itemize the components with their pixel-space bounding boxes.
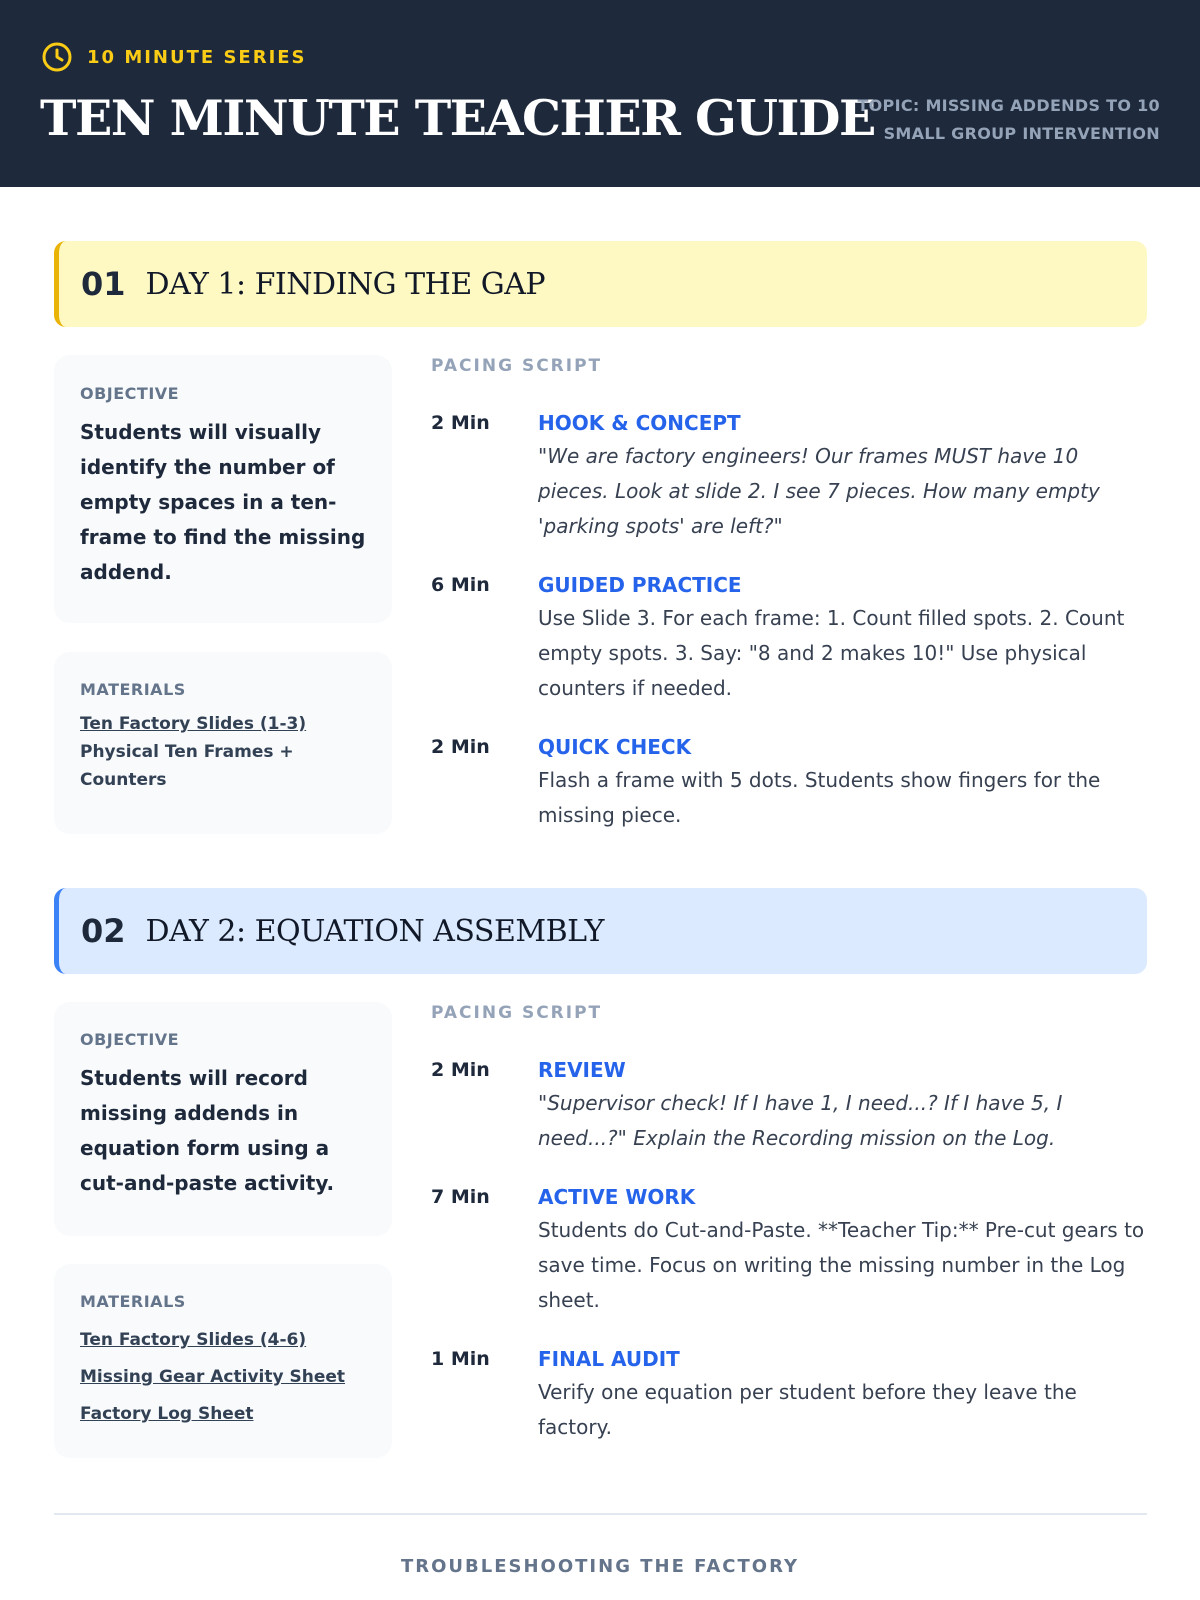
step-title: ACTIVE WORK bbox=[538, 1185, 696, 1209]
step-time: 6 Min bbox=[431, 574, 490, 596]
materials-list bbox=[80, 1322, 366, 1433]
step-title: FINAL AUDIT bbox=[538, 1347, 680, 1371]
material-item: Physical Ten Frames + Counters bbox=[80, 742, 294, 790]
step-text: Verify one equation per student before they leave the factory. bbox=[538, 1380, 1077, 1439]
material-link[interactable]: Ten Factory Slides (1-3) bbox=[80, 714, 307, 734]
step-text: Students do Cut-and-Paste. **Teacher Tip:** Pre-cut gears to save time. Focus on writing the missing number in the Log sheet. bbox=[538, 1218, 1145, 1312]
day1-title: DAY 1: FINDING THE GAP bbox=[145, 266, 546, 302]
day2-title: DAY 2: EQUATION ASSEMBLY bbox=[145, 913, 604, 949]
step-time: 1 Min bbox=[431, 1348, 490, 1370]
day2-banner bbox=[54, 888, 1147, 974]
step-time: 2 Min bbox=[431, 736, 490, 758]
materials-label: MATERIALS bbox=[80, 680, 186, 699]
series-tag bbox=[41, 41, 307, 73]
step-title: HOOK & CONCEPT bbox=[538, 411, 741, 435]
step-text: Flash a frame with 5 dots. Students show fingers for the missing piece. bbox=[538, 768, 1101, 827]
step-title: QUICK CHECK bbox=[538, 735, 692, 759]
objective-text: Students will visually identify the number of empty spaces in a ten-frame to find the missing addend. bbox=[80, 420, 366, 584]
materials-list bbox=[80, 710, 366, 794]
troubleshooting-heading: TROUBLESHOOTING THE FACTORY bbox=[400, 1556, 800, 1577]
day2-objective-card bbox=[54, 1002, 392, 1236]
clock-icon bbox=[41, 41, 73, 73]
step-title: REVIEW bbox=[538, 1058, 626, 1082]
day2-pacing-label: PACING SCRIPT bbox=[431, 1003, 603, 1023]
section-divider bbox=[54, 1513, 1147, 1515]
topic-line: TOPIC: MISSING ADDENDS TO 10 bbox=[857, 96, 1160, 115]
step-text: "We are factory engineers! Our frames MUST have 10 pieces. Look at slide 2. I see 7 pieces. How many empty 'parking spots' are left?" bbox=[538, 444, 1100, 538]
day1-number: 01 bbox=[81, 265, 126, 303]
topic-block bbox=[857, 92, 1160, 148]
page-header bbox=[0, 0, 1200, 187]
step-text: Use Slide 3. For each frame: 1. Count filled spots. 2. Count empty spots. 3. Say: "8 and 2 makes 10!" Use physical counters if needed. bbox=[538, 606, 1125, 700]
step-time: 2 Min bbox=[431, 1059, 490, 1081]
day2-materials-card bbox=[54, 1264, 392, 1458]
step-time: 2 Min bbox=[431, 412, 490, 434]
page-title: TEN MINUTE TEACHER GUIDE bbox=[40, 89, 875, 147]
day2-number: 02 bbox=[81, 912, 126, 950]
objective-text: Students will record missing addends in equation form using a cut-and-paste activity. bbox=[80, 1066, 335, 1195]
day1-pacing-label: PACING SCRIPT bbox=[431, 356, 603, 376]
step-title: GUIDED PRACTICE bbox=[538, 573, 742, 597]
day1-objective-card bbox=[54, 355, 392, 623]
day1-banner bbox=[54, 241, 1147, 327]
step-text: "Supervisor check! If I have 1, I need...? If I have 5, I need...?" Explain the Recording mission on the Log. bbox=[538, 1091, 1063, 1150]
materials-label: MATERIALS bbox=[80, 1292, 186, 1311]
day1-materials-card bbox=[54, 652, 392, 834]
material-link[interactable]: Factory Log Sheet bbox=[80, 1404, 254, 1424]
material-link[interactable]: Ten Factory Slides (4-6) bbox=[80, 1330, 307, 1350]
series-label: 10 MINUTE SERIES bbox=[87, 46, 307, 68]
group-line: SMALL GROUP INTERVENTION bbox=[883, 124, 1160, 143]
step-time: 7 Min bbox=[431, 1186, 490, 1208]
material-link[interactable]: Missing Gear Activity Sheet bbox=[80, 1367, 346, 1387]
objective-label: OBJECTIVE bbox=[80, 384, 180, 403]
objective-label: OBJECTIVE bbox=[80, 1030, 180, 1049]
